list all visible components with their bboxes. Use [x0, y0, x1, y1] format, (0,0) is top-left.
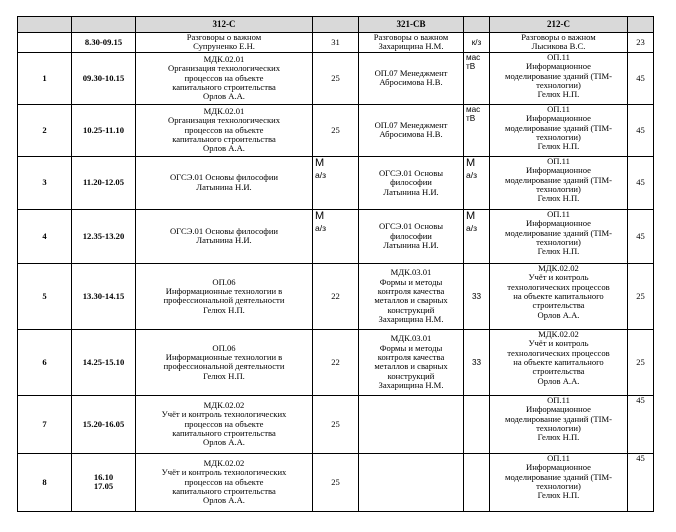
schedule-row	[18, 52, 654, 104]
subject-212c: ОП.11 Информационное моделирование зданий (TIM- технологии) Гелюх Н.П.	[490, 395, 628, 453]
header-time	[72, 17, 136, 33]
room-212c: 45	[628, 104, 654, 156]
room-312c	[313, 209, 359, 263]
room-212c: 45	[628, 156, 654, 209]
lesson-time: 10.25-11.10	[72, 104, 136, 156]
lesson-number: 7	[18, 395, 72, 453]
room-321sv: мас тВ	[464, 52, 490, 104]
lesson-time: 13.30-14.15	[72, 263, 136, 329]
room-312c-sub: а/з	[315, 169, 327, 180]
lesson-number: 8	[18, 453, 72, 511]
schedule-row	[18, 329, 654, 395]
header-number	[18, 17, 72, 33]
room-312c: 25	[313, 395, 359, 453]
header-room-312c	[313, 17, 359, 33]
lesson-time: 8.30-09.15	[72, 33, 136, 53]
header-group-321sv: 321-СВ	[359, 17, 464, 33]
room-321sv	[464, 395, 490, 453]
subject-321sv: ОГСЭ.01 Основы философии Латынина Н.И.	[359, 156, 464, 209]
room-321sv: к/з	[464, 33, 490, 53]
subject-321sv: ОП.07 Менеджмент Абросимова Н.В.	[359, 104, 464, 156]
room-321sv-main: М	[466, 156, 476, 169]
room-212c: 23	[628, 33, 654, 53]
schedule-row	[18, 453, 654, 511]
room-321sv	[464, 209, 490, 263]
lesson-number: 6	[18, 329, 72, 395]
room-212c: 45	[628, 209, 654, 263]
subject-312c: МДК.02.02 Учёт и контроль технологических процессов на объекте капитального строительства Орлов А.А.	[136, 453, 313, 511]
header-room-212c	[628, 17, 654, 33]
lesson-time: 16.10 17.05	[72, 453, 136, 511]
subject-321sv	[359, 453, 464, 511]
room-212c: 45	[628, 52, 654, 104]
lesson-number: 2	[18, 104, 72, 156]
room-312c: 22	[313, 263, 359, 329]
subject-212c: Разговоры о важном Лысикова В.С.	[490, 33, 628, 53]
subject-321sv: МДК.03.01 Формы и методы контроля качества металлов и сварных конструкций Захарищина Н.М.	[359, 329, 464, 395]
subject-312c: МДК.02.01 Организация технологических процессов на объекте капитального строительства Орлов А.А.	[136, 104, 313, 156]
lesson-number	[18, 33, 72, 53]
header-row	[18, 17, 654, 33]
subject-321sv: ОП.07 Менеджмент Абросимова Н.В.	[359, 52, 464, 104]
room-321sv	[464, 156, 490, 209]
room-312c: 31	[313, 33, 359, 53]
subject-212c: МДК.02.02 Учёт и контроль технологических процессов на объекте капитального строительства Орлов А.А.	[490, 263, 628, 329]
subject-312c: МДК.02.01 Организация технологических процессов на объекте капитального строительства Орлов А.А.	[136, 52, 313, 104]
room-321sv	[464, 453, 490, 511]
room-312c-sub: а/з	[315, 222, 327, 233]
subject-321sv: ОГСЭ.01 Основы философии Латынина Н.И.	[359, 209, 464, 263]
room-321sv-sub: а/з	[466, 222, 478, 233]
room-212c: 25	[628, 329, 654, 395]
schedule-row	[18, 209, 654, 263]
room-212c: 45	[628, 395, 654, 453]
lesson-number: 5	[18, 263, 72, 329]
room-321sv-main: М	[466, 209, 476, 222]
subject-212c: ОП.11 Информационное моделирование зданий (TIM- технологии) Гелюх Н.П.	[490, 453, 628, 511]
subject-312c: МДК.02.02 Учёт и контроль технологических процессов на объекте капитального строительства Орлов А.А.	[136, 395, 313, 453]
lesson-number: 3	[18, 156, 72, 209]
lesson-time: 15.20-16.05	[72, 395, 136, 453]
header-group-312c: 312-С	[136, 17, 313, 33]
subject-212c: ОП.11 Информационное моделирование зданий (TIM- технологии) Гелюх Н.П.	[490, 209, 628, 263]
schedule-table	[17, 16, 654, 512]
subject-312c: ОП.06 Информационные технологии в профессиональной деятельности Гелюх Н.П.	[136, 329, 313, 395]
subject-321sv: Разговоры о важном Захарищина Н.М.	[359, 33, 464, 53]
schedule-row	[18, 395, 654, 453]
subject-321sv	[359, 395, 464, 453]
room-312c-main: М	[315, 209, 325, 222]
room-321sv: 33	[464, 329, 490, 395]
schedule-row	[18, 104, 654, 156]
lesson-number: 4	[18, 209, 72, 263]
room-312c: 25	[313, 453, 359, 511]
subject-212c: МДК.02.02 Учёт и контроль технологических процессов на объекте капитального строительства Орлов А.А.	[490, 329, 628, 395]
subject-212c: ОП.11 Информационное моделирование зданий (TIM- технологии) Гелюх Н.П.	[490, 104, 628, 156]
room-312c: 25	[313, 104, 359, 156]
room-321sv-sub: а/з	[466, 169, 478, 180]
subject-312c: ОП.06 Информационные технологии в профессиональной деятельности Гелюх Н.П.	[136, 263, 313, 329]
schedule-row	[18, 156, 654, 209]
room-321sv: 33	[464, 263, 490, 329]
lesson-time: 09.30-10.15	[72, 52, 136, 104]
header-group-212c: 212-С	[490, 17, 628, 33]
schedule-row	[18, 33, 654, 53]
lesson-time: 14.25-15.10	[72, 329, 136, 395]
lesson-time: 11.20-12.05	[72, 156, 136, 209]
lesson-time: 12.35-13.20	[72, 209, 136, 263]
subject-312c: ОГСЭ.01 Основы философии Латынина Н.И.	[136, 156, 313, 209]
subject-212c: ОП.11 Информационное моделирование зданий (TIM- технологии) Гелюх Н.П.	[490, 156, 628, 209]
room-212c: 45	[628, 453, 654, 511]
room-312c	[313, 156, 359, 209]
subject-321sv: МДК.03.01 Формы и методы контроля качества металлов и сварных конструкций Захарищина Н.М.	[359, 263, 464, 329]
schedule-row	[18, 263, 654, 329]
room-212c: 25	[628, 263, 654, 329]
subject-312c: Разговоры о важном Супруненко Е.Н.	[136, 33, 313, 53]
subject-212c: ОП.11 Информационное моделирование зданий (TIM- технологии) Гелюх Н.П.	[490, 52, 628, 104]
room-312c: 22	[313, 329, 359, 395]
lesson-number: 1	[18, 52, 72, 104]
room-312c-main: М	[315, 156, 325, 169]
room-321sv: мас тВ	[464, 104, 490, 156]
subject-312c: ОГСЭ.01 Основы философии Латынина Н.И.	[136, 209, 313, 263]
header-room-321sv	[464, 17, 490, 33]
room-312c: 25	[313, 52, 359, 104]
